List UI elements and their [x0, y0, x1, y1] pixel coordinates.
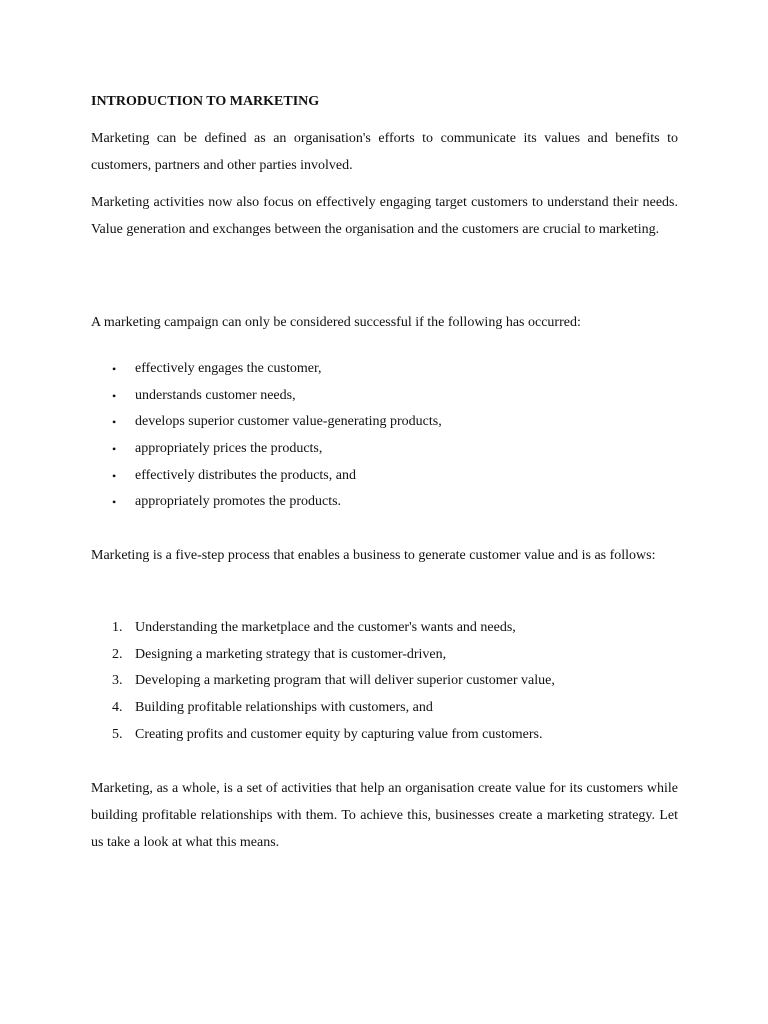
list-item-text: understands customer needs,: [135, 387, 296, 403]
bullet-icon: •: [112, 468, 117, 483]
list-number: 4.: [112, 700, 123, 716]
bullet-icon: •: [112, 442, 117, 457]
list-item: [91, 463, 678, 490]
paragraph-marketing-summary: Marketing, as a whole, is a set of activities that help an organisation create value for its customers while building profitable relationships with them. To achieve this, businesses create a marketing strategy. Let us take a look at what this means.: [91, 781, 678, 850]
list-item: [91, 615, 678, 642]
list-item: [91, 409, 678, 436]
list-item: [91, 722, 678, 749]
list-item: [91, 668, 678, 695]
list-number: 5.: [112, 726, 123, 742]
list-number: 1.: [112, 620, 123, 635]
list-item-text: Understanding the marketplace and the customer's wants and needs,: [135, 620, 516, 635]
list-item-text: develops superior customer value-generating products,: [135, 414, 442, 430]
bullet-icon: •: [112, 415, 117, 430]
list-item-text: Creating profits and customer equity by capturing value from customers.: [135, 726, 543, 742]
list-item: [91, 436, 678, 463]
paragraph-campaign-success: A marketing campaign can only be considered successful if the following has occurred:: [91, 315, 581, 330]
list-item: [91, 356, 678, 383]
list-item-text: effectively engages the customer,: [135, 361, 322, 376]
list-item-text: Designing a marketing strategy that is customer-driven,: [135, 646, 447, 662]
bullet-icon: •: [112, 362, 117, 376]
list-item-text: appropriately promotes the products.: [135, 494, 342, 510]
list-item: [91, 642, 678, 669]
paragraph-five-step-process: Marketing is a five-step process that enables a business to generate customer value and is as follows:: [91, 548, 656, 563]
list-item-text: appropriately prices the products,: [135, 441, 323, 457]
document-title: INTRODUCTION TO MARKETING: [91, 94, 320, 109]
list-item-text: effectively distributes the products, and: [135, 467, 356, 483]
list-number: 3.: [112, 673, 123, 689]
paragraph-activities: Marketing activities now also focus on effectively engaging target customers to understand their needs. Value generation and exchanges between the organisation and the customers are crucial to marketing.: [91, 195, 678, 237]
list-item-text: Building profitable relationships with customers, and: [135, 700, 433, 716]
numbered-list: [91, 615, 678, 748]
bullet-icon: •: [112, 495, 117, 510]
list-item: [91, 383, 678, 410]
paragraph-definition: Marketing can be defined as an organisation's efforts to communicate its values and benefits to customers, partners and other parties involved.: [91, 131, 678, 173]
list-item: [91, 489, 678, 516]
list-item-text: Developing a marketing program that will deliver superior customer value,: [135, 673, 555, 689]
list-number: 2.: [112, 646, 123, 662]
list-item: [91, 695, 678, 722]
bullet-icon: •: [112, 388, 117, 403]
bullet-list: [91, 356, 678, 516]
